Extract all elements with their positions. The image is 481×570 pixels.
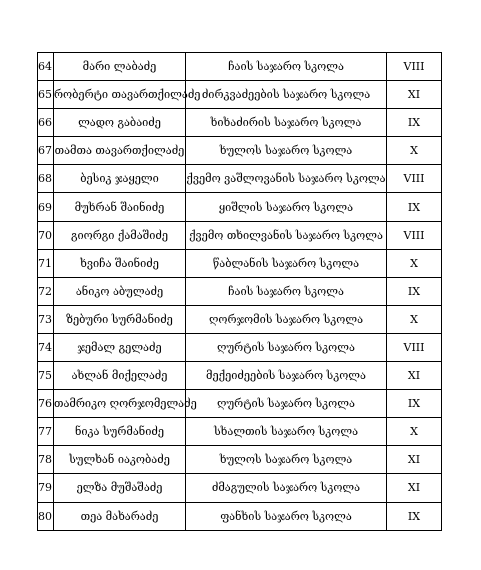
school-name: ღურტის საჯარო სკოლა [186, 333, 387, 361]
school-name: ღორჯომის საჯარო სკოლა [186, 305, 387, 333]
student-name: ანიკო აბულაძე [54, 277, 186, 305]
school-name: ღურტის საჯარო სკოლა [186, 390, 387, 418]
student-name: ნიკა სურმანიძე [54, 418, 186, 446]
grade-level: IX [387, 109, 442, 137]
table-row [38, 446, 442, 474]
school-name: ხულოს საჯარო სკოლა [186, 137, 387, 165]
student-name: თამთა თავართქილაძე [54, 137, 186, 165]
school-name: ძმაგულის საჯარო სკოლა [186, 474, 387, 502]
row-number: 78 [38, 446, 54, 474]
table-row [38, 418, 442, 446]
grade-level: XI [387, 446, 442, 474]
school-name: ძირკვაძეების საჯარო სკოლა [186, 81, 387, 109]
school-name: ხულოს საჯარო სკოლა [186, 446, 387, 474]
row-number: 79 [38, 474, 54, 502]
grade-level: XI [387, 362, 442, 390]
table-row [38, 193, 442, 221]
results-table [37, 52, 442, 531]
student-name: სულხან იაკობაძე [54, 446, 186, 474]
grade-level: VIII [387, 165, 442, 193]
table-row [38, 390, 442, 418]
student-name: ახლან მიქელაძე [54, 362, 186, 390]
table-row [38, 81, 442, 109]
table-row [38, 53, 442, 81]
grade-level: X [387, 305, 442, 333]
row-number: 71 [38, 249, 54, 277]
table-row [38, 165, 442, 193]
row-number: 77 [38, 418, 54, 446]
grade-level: VIII [387, 221, 442, 249]
row-number: 67 [38, 137, 54, 165]
student-name: ელზა მუშაშაძე [54, 474, 186, 502]
school-name: ფანხის საჯარო სკოლა [186, 502, 387, 530]
row-number: 65 [38, 81, 54, 109]
grade-level: X [387, 137, 442, 165]
student-name: გიორგი ქამაშიძე [54, 221, 186, 249]
school-name: ჩაის საჯარო სკოლა [186, 53, 387, 81]
student-name: მარი ლაბაძე [54, 53, 186, 81]
table-row [38, 109, 442, 137]
grade-level: XI [387, 474, 442, 502]
student-name: ზებური სურმანიძე [54, 305, 186, 333]
table-row [38, 221, 442, 249]
row-number: 73 [38, 305, 54, 333]
grade-level: X [387, 418, 442, 446]
grade-level: X [387, 249, 442, 277]
row-number: 70 [38, 221, 54, 249]
row-number: 72 [38, 277, 54, 305]
student-name: ბესიკ ჯაყელი [54, 165, 186, 193]
student-name: რობერტი თავართქილაძე [54, 81, 186, 109]
school-name: ყიშლის საჯარო სკოლა [186, 193, 387, 221]
grade-level: IX [387, 277, 442, 305]
student-name: მუხრან შაინიძე [54, 193, 186, 221]
table-row [38, 277, 442, 305]
grade-level: IX [387, 502, 442, 530]
student-name: ხვიჩა შაინიძე [54, 249, 186, 277]
grade-level: VIII [387, 53, 442, 81]
student-name: ჯემალ გელაძე [54, 333, 186, 361]
grade-level: VIII [387, 333, 442, 361]
grade-level: IX [387, 390, 442, 418]
row-number: 76 [38, 390, 54, 418]
table-row [38, 474, 442, 502]
row-number: 75 [38, 362, 54, 390]
row-number: 80 [38, 502, 54, 530]
table-row [38, 333, 442, 361]
school-name: მექეიძეების საჯარო სკოლა [186, 362, 387, 390]
school-name: ქვემო ვაშლოვანის საჯარო სკოლა [186, 165, 387, 193]
table-row [38, 502, 442, 530]
table-row [38, 305, 442, 333]
grade-level: IX [387, 193, 442, 221]
row-number: 66 [38, 109, 54, 137]
student-name: თეა მახარაძე [54, 502, 186, 530]
table-row [38, 137, 442, 165]
school-name: ქვემო თხილვანის საჯარო სკოლა [186, 221, 387, 249]
row-number: 68 [38, 165, 54, 193]
table-row [38, 362, 442, 390]
row-number: 69 [38, 193, 54, 221]
row-number: 74 [38, 333, 54, 361]
school-name: სხალთის საჯარო სკოლა [186, 418, 387, 446]
school-name: ხიხაძირის საჯარო სკოლა [186, 109, 387, 137]
student-name: თამრიკო ღორჯომელაძე [54, 390, 186, 418]
table-row [38, 249, 442, 277]
row-number: 64 [38, 53, 54, 81]
student-name: ლადო გაბაიძე [54, 109, 186, 137]
school-name: წაბლანის საჯარო სკოლა [186, 249, 387, 277]
results-table-body [38, 53, 442, 531]
school-name: ჩაის საჯარო სკოლა [186, 277, 387, 305]
grade-level: XI [387, 81, 442, 109]
